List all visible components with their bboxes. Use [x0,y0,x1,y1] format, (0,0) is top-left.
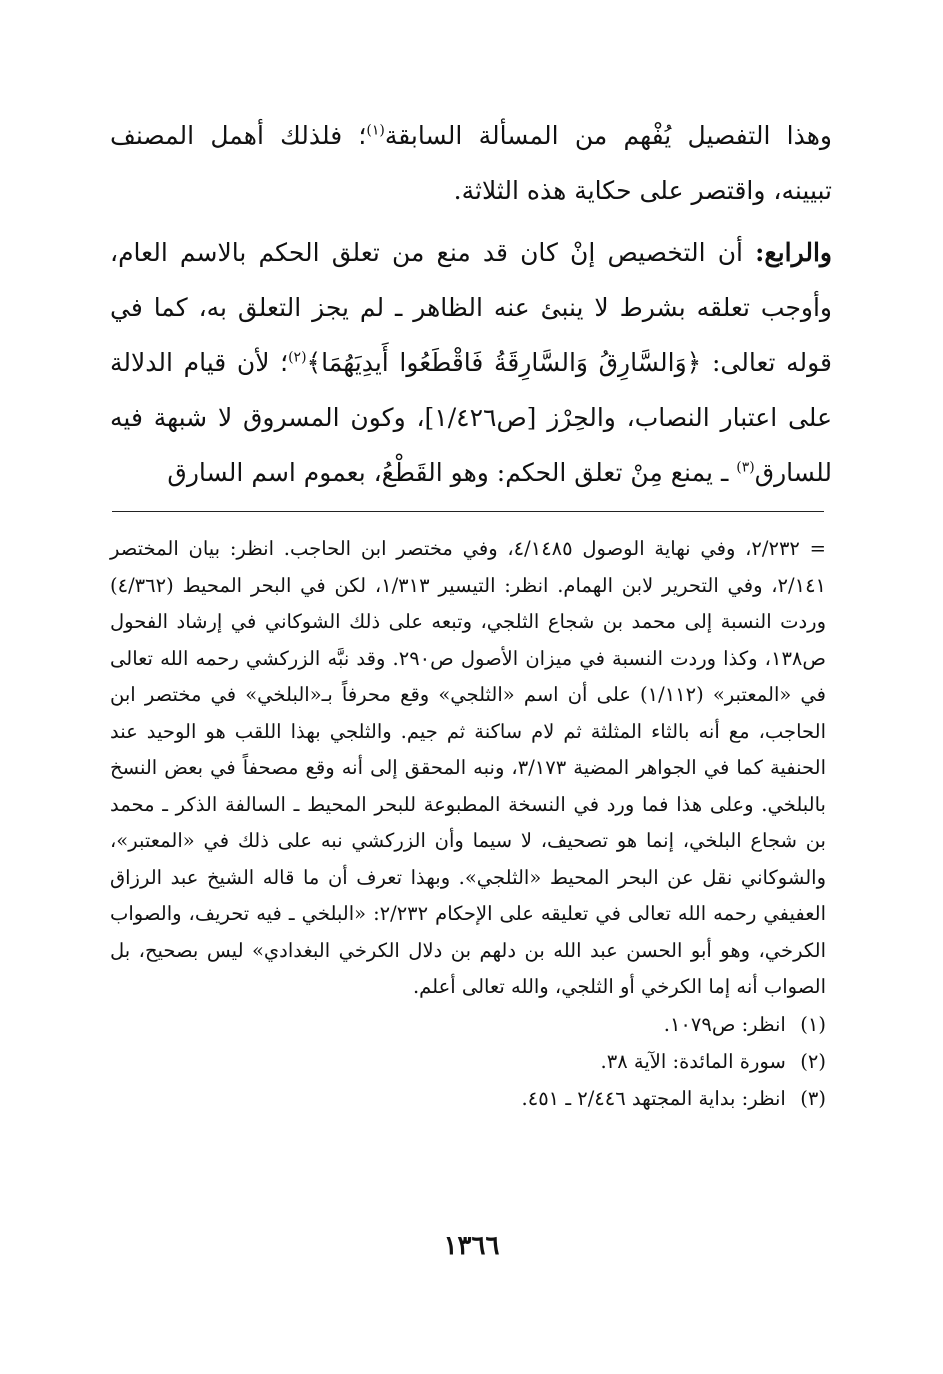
page-number: ١٣٦٦ [443,1231,500,1261]
footnote-2-text: سورة المائدة: الآية ٣٨. [600,1049,786,1073]
paragraph-2 [110,225,832,500]
paragraph-2-lead: والرابع: [755,238,832,267]
footnote-3-text: انظر: بداية المجتهد ٢/٤٤٦ ـ ٤٥١. [521,1086,786,1110]
footnotes [110,531,826,1117]
footnote-3-number: (٣) [800,1086,826,1110]
paragraph-1-text: وهذا التفصيل يُفْهم من المسألة السابقة [384,121,832,150]
footnote-ref-3: (٣) [736,459,755,476]
footnote-2-number: (٢) [800,1049,826,1073]
paragraph-2-part-b: ؛ لأن قيام الدلالة على اعتبار النصاب، والحِرْز [ص١/٤٢٦]، وكون المسروق لا شبهة فيه للسارق [110,348,832,487]
paragraph-2-part-c: ـ يمنع مِنْ تعلق الحكم: وهو القَطْعُ، بعموم اسم السارق [167,458,737,487]
footnote-continuation: = ٢/٢٣٢، وفي نهاية الوصول ٤/١٤٨٥، وفي مختصر ابن الحاجب. انظر: بيان المختصر ٢/١٤١، وفي التحرير لابن الهمام. انظر: التيسير ١/٣١٣، لكن في البحر المحيط (٤/٣٦٢) وردت النسبة إلى محمد بن شجاع الثلجي، وتبعه على ذلك الشوكاني في إرشاد الفحول ص١٣٨، وكذا وردت النسبة في ميزان الأصول ص٢٩٠. وقد نبَّه الزركشي رحمه الله تعالى في «المعتبر» (١/١١٢) على أن اسم «الثلجي» وقع محرفاً بـ«البلخي» في مختصر ابن الحاجب، مع أنه بالثاء المثلثة ثم لام ساكنة ثم جيم. والثلجي بهذا اللقب هو الوحيد عند الحنفية كما في الجواهر المضية ٣/١٧٣، ونبه المحقق إلى أنه وقع مصحفاً في بعض النسخ بالبلخي. وعلى هذا فما ورد في النسخة المطبوعة للبحر المحيط ـ السالفة الذكر ـ محمد بن شجاع البلخي، إنما هو تصحيف، لا سيما وأن الزركشي نبه على ذلك في «المعتبر»، والشوكاني نقل عن البحر المحيط «الثلجي». وبهذا تعرف أن ما قاله الشيخ عبد الرزاق العفيفي رحمه الله تعالى في تعليقه على الإحكام ٢/٢٣٢: «البلخي ـ فيه تحريف، والصواب الكرخي، وهو أبو الحسن عبد الله بن دلهم بن دلال الكرخي البغدادي» ليس بصحيح، بل الصواب أنه إما الكرخي أو الثلجي، والله تعالى أعلم. [110,537,827,998]
footnote-ref-1: (١) [366,122,385,139]
paragraph-1 [110,108,832,218]
footnote-ref-2: (٢) [288,349,307,366]
paragraph-2-part-a: أن التخصيص إنْ كان قد منع من تعلق الحكم بالاسم العام، وأوجب تعلقه بشرط لا ينبئ عنه الظاهر ـ لم يجز التعلق به، كما في قوله تعالى: ﴿وَالسَّارِقُ وَالسَّارِقَةُ فَاقْطَعُوا أَيدِيَهُمَا﴾ [110,238,832,377]
main-text [110,108,832,500]
footnote-1-text: انظر: ص١٠٧٩. [663,1012,786,1036]
footnote-1-number: (١) [800,1012,826,1036]
paragraph-1-tail: ؛ فلذلك أهمل المصنف تبيينه، واقتصر على حكاية هذه الثلاثة. [110,121,832,205]
footnote-3 [110,1080,826,1117]
footnote-divider [112,511,824,512]
footnote-2 [110,1043,826,1080]
footnote-1 [110,1006,826,1043]
